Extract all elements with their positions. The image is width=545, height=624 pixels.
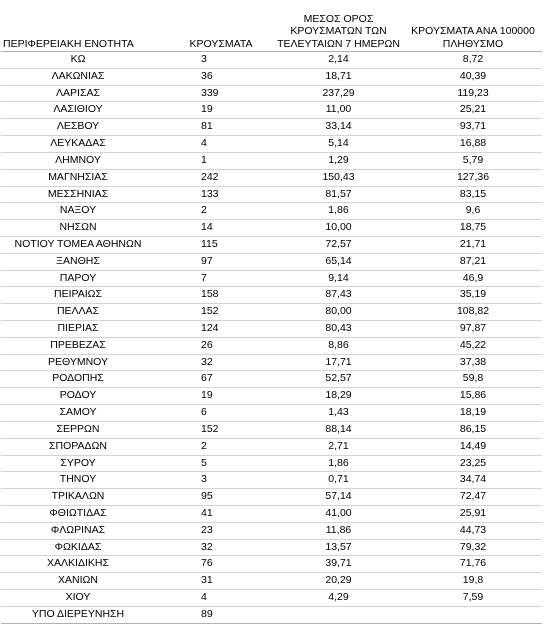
avg-cell: 1,43: [273, 405, 404, 422]
region-cell: ΣΑΜΟΥ: [1, 405, 155, 422]
per100k-cell: 8,72: [404, 52, 542, 69]
header-row: [1, 6, 542, 52]
table-row: [1, 119, 542, 136]
per100k-cell: 44,73: [404, 522, 542, 539]
table-row: [1, 186, 542, 203]
region-cell: ΠΑΡΟΥ: [1, 270, 155, 287]
avg-cell: 9,14: [273, 270, 404, 287]
header-per-100k: [404, 6, 542, 52]
table-row: [1, 438, 542, 455]
per100k-cell: 79,32: [404, 539, 542, 556]
header-cases: ΚΡΟΥΣΜΑΤΑ: [155, 6, 273, 52]
cases-cell: 242: [155, 169, 273, 186]
avg-cell: 1,86: [273, 455, 404, 472]
avg-cell: 18,71: [273, 68, 404, 85]
per100k-cell: 71,76: [404, 556, 542, 573]
avg-cell: 88,14: [273, 421, 404, 438]
table-row: [1, 388, 542, 405]
region-cell: ΧΑΝΙΩΝ: [1, 573, 155, 590]
cases-cell: 81: [155, 119, 273, 136]
cases-cell: 31: [155, 573, 273, 590]
table-row: [1, 606, 542, 623]
region-cell: ΡΟΔΟΥ: [1, 388, 155, 405]
cases-cell: 2: [155, 438, 273, 455]
per100k-cell: 35,19: [404, 287, 542, 304]
avg-cell: 10,00: [273, 220, 404, 237]
region-cell: ΛΕΣΒΟΥ: [1, 119, 155, 136]
region-cell: ΤΡΙΚΑΛΩΝ: [1, 489, 155, 506]
table-row: [1, 169, 542, 186]
table-row: [1, 405, 542, 422]
avg-cell: 87,43: [273, 287, 404, 304]
per100k-cell: 23,25: [404, 455, 542, 472]
cases-cell: 23: [155, 522, 273, 539]
region-cell: ΝΟΤΙΟΥ ΤΟΜΕΑ ΑΘΗΝΩΝ: [1, 236, 155, 253]
cases-cell: 41: [155, 505, 273, 522]
per100k-cell: 119,23: [404, 85, 542, 102]
cases-cell: 67: [155, 371, 273, 388]
per100k-cell: 86,15: [404, 421, 542, 438]
region-cell: ΠΙΕΡΙΑΣ: [1, 321, 155, 338]
avg-cell: 41,00: [273, 505, 404, 522]
cases-cell: 89: [155, 606, 273, 623]
region-cell: ΜΑΓΝΗΣΙΑΣ: [1, 169, 155, 186]
per100k-cell: 25,21: [404, 102, 542, 119]
table-row: [1, 253, 542, 270]
region-cell: ΥΠΟ ΔΙΕΡΕΥΝΗΣΗ: [1, 606, 155, 623]
region-cell: ΦΛΩΡΙΝΑΣ: [1, 522, 155, 539]
avg-cell: 5,14: [273, 136, 404, 153]
avg-cell: 13,57: [273, 539, 404, 556]
table-row: [1, 489, 542, 506]
table-row: [1, 337, 542, 354]
avg-cell: 18,29: [273, 388, 404, 405]
per100k-cell: 127,36: [404, 169, 542, 186]
region-cell: ΠΕΙΡΑΙΩΣ: [1, 287, 155, 304]
region-cell: ΚΩ: [1, 52, 155, 69]
table-row: [1, 590, 542, 607]
table-row: [1, 556, 542, 573]
table-row: [1, 136, 542, 153]
cases-cell: 76: [155, 556, 273, 573]
avg-cell: 1,86: [273, 203, 404, 220]
avg-cell: 57,14: [273, 489, 404, 506]
cases-cell: 158: [155, 287, 273, 304]
table-row: [1, 522, 542, 539]
region-cell: ΣΕΡΡΩΝ: [1, 421, 155, 438]
cases-cell: 115: [155, 236, 273, 253]
per100k-cell: 59,8: [404, 371, 542, 388]
per100k-cell: 7,59: [404, 590, 542, 607]
cases-cell: 5: [155, 455, 273, 472]
region-cell: ΛΑΣΙΘΙΟΥ: [1, 102, 155, 119]
cases-cell: 3: [155, 472, 273, 489]
header-region: ΠΕΡΙΦΕΡΕΙΑΚΗ ΕΝΟΤΗΤΑ: [1, 6, 155, 52]
table-row: [1, 85, 542, 102]
table-row: [1, 287, 542, 304]
avg-cell: 0,71: [273, 472, 404, 489]
avg-cell: 11,00: [273, 102, 404, 119]
avg-cell: 81,57: [273, 186, 404, 203]
avg-cell: 1,29: [273, 152, 404, 169]
table-body: [1, 52, 542, 624]
avg-cell: 8,86: [273, 337, 404, 354]
header-per-line-2: ΠΛΗΘΥΣΜΟ: [442, 37, 504, 50]
per100k-cell: 15,86: [404, 388, 542, 405]
cases-cell: 4: [155, 136, 273, 153]
table-row: [1, 52, 542, 69]
region-cell: ΛΕΥΚΑΔΑΣ: [1, 136, 155, 153]
per100k-cell: 5,79: [404, 152, 542, 169]
table-row: [1, 152, 542, 169]
avg-cell: 237,29: [273, 85, 404, 102]
header-per-line-1: ΚΡΟΥΣΜΑΤΑ ΑΝΑ 100000: [411, 25, 535, 37]
per100k-cell: 83,15: [404, 186, 542, 203]
cases-cell: 97: [155, 253, 273, 270]
per100k-cell: 16,88: [404, 136, 542, 153]
region-cell: ΠΡΕΒΕΖΑΣ: [1, 337, 155, 354]
cases-cell: 7: [155, 270, 273, 287]
per100k-cell: 18,19: [404, 405, 542, 422]
per100k-cell: 72,47: [404, 489, 542, 506]
avg-cell: 33,14: [273, 119, 404, 136]
region-cell: ΛΗΜΝΟΥ: [1, 152, 155, 169]
cases-cell: 2: [155, 203, 273, 220]
region-cell: ΞΑΝΘΗΣ: [1, 253, 155, 270]
header-avg-line-2: ΚΡΟΥΣΜΑΤΩΝ ΤΩΝ: [290, 25, 387, 37]
per100k-cell: 40,39: [404, 68, 542, 85]
region-cell: ΠΕΛΛΑΣ: [1, 304, 155, 321]
per100k-cell: 45,22: [404, 337, 542, 354]
cases-cell: 95: [155, 489, 273, 506]
header-avg-line-1: ΜΕΣΟΣ ΟΡΟΣ: [303, 12, 374, 25]
table-row: [1, 220, 542, 237]
header-avg-line-3: ΤΕΛΕΥΤΑΙΩΝ 7 ΗΜΕΡΩΝ: [277, 37, 400, 50]
cases-cell: 1: [155, 152, 273, 169]
table-row: [1, 321, 542, 338]
cases-table: [1, 6, 542, 624]
header-seven-day-average: [273, 6, 404, 52]
region-cell: ΝΗΣΩΝ: [1, 220, 155, 237]
region-cell: ΦΩΚΙΔΑΣ: [1, 539, 155, 556]
cases-cell: 339: [155, 85, 273, 102]
avg-cell: 17,71: [273, 354, 404, 371]
cases-cell: 152: [155, 304, 273, 321]
cases-cell: 36: [155, 68, 273, 85]
per100k-cell: 108,82: [404, 304, 542, 321]
table-row: [1, 421, 542, 438]
table-row: [1, 539, 542, 556]
region-cell: ΡΟΔΟΠΗΣ: [1, 371, 155, 388]
cases-cell: 6: [155, 405, 273, 422]
region-cell: ΧΙΟΥ: [1, 590, 155, 607]
cases-cell: 19: [155, 102, 273, 119]
table-header: [1, 6, 542, 52]
region-cell: ΣΠΟΡΑΔΩΝ: [1, 438, 155, 455]
avg-cell: 150,43: [273, 169, 404, 186]
avg-cell: 4,29: [273, 590, 404, 607]
per100k-cell: 46,9: [404, 270, 542, 287]
table-row: [1, 68, 542, 85]
per100k-cell: 93,71: [404, 119, 542, 136]
cases-cell: 32: [155, 354, 273, 371]
per100k-cell: 37,38: [404, 354, 542, 371]
region-cell: ΡΕΘΥΜΝΟΥ: [1, 354, 155, 371]
cases-cell: 19: [155, 388, 273, 405]
per100k-cell: 25,91: [404, 505, 542, 522]
table-row: [1, 371, 542, 388]
avg-cell: 2,14: [273, 52, 404, 69]
per100k-cell: 21,71: [404, 236, 542, 253]
per100k-cell: 14,49: [404, 438, 542, 455]
per100k-cell: 97,87: [404, 321, 542, 338]
region-cell: ΣΥΡΟΥ: [1, 455, 155, 472]
per100k-cell: 19,8: [404, 573, 542, 590]
table-row: [1, 236, 542, 253]
avg-cell: 2,71: [273, 438, 404, 455]
region-cell: ΦΘΙΩΤΙΔΑΣ: [1, 505, 155, 522]
avg-cell: 65,14: [273, 253, 404, 270]
table-row: [1, 505, 542, 522]
avg-cell: 20,29: [273, 573, 404, 590]
region-cell: ΛΑΚΩΝΙΑΣ: [1, 68, 155, 85]
per100k-cell: 9,6: [404, 203, 542, 220]
cases-cell: 124: [155, 321, 273, 338]
avg-cell: 72,57: [273, 236, 404, 253]
avg-cell: 52,57: [273, 371, 404, 388]
table-row: [1, 354, 542, 371]
cases-cell: 152: [155, 421, 273, 438]
per100k-cell: [404, 606, 542, 623]
region-cell: ΧΑΛΚΙΔΙΚΗΣ: [1, 556, 155, 573]
region-cell: ΤΗΝΟΥ: [1, 472, 155, 489]
per100k-cell: 87,21: [404, 253, 542, 270]
region-cell: ΜΕΣΣΗΝΙΑΣ: [1, 186, 155, 203]
cases-cell: 26: [155, 337, 273, 354]
avg-cell: 39,71: [273, 556, 404, 573]
region-cell: ΛΑΡΙΣΑΣ: [1, 85, 155, 102]
per100k-cell: 34,74: [404, 472, 542, 489]
avg-cell: 11,86: [273, 522, 404, 539]
avg-cell: 80,00: [273, 304, 404, 321]
avg-cell: 80,43: [273, 321, 404, 338]
cases-cell: 4: [155, 590, 273, 607]
table-row: [1, 102, 542, 119]
cases-cell: 3: [155, 52, 273, 69]
per100k-cell: 18,75: [404, 220, 542, 237]
avg-cell: [273, 606, 404, 623]
table-row: [1, 304, 542, 321]
table-row: [1, 203, 542, 220]
table-row: [1, 455, 542, 472]
cases-cell: 14: [155, 220, 273, 237]
table-row: [1, 573, 542, 590]
region-cell: ΝΑΞΟΥ: [1, 203, 155, 220]
table-row: [1, 270, 542, 287]
cases-cell: 133: [155, 186, 273, 203]
cases-cell: 32: [155, 539, 273, 556]
table-row: [1, 472, 542, 489]
